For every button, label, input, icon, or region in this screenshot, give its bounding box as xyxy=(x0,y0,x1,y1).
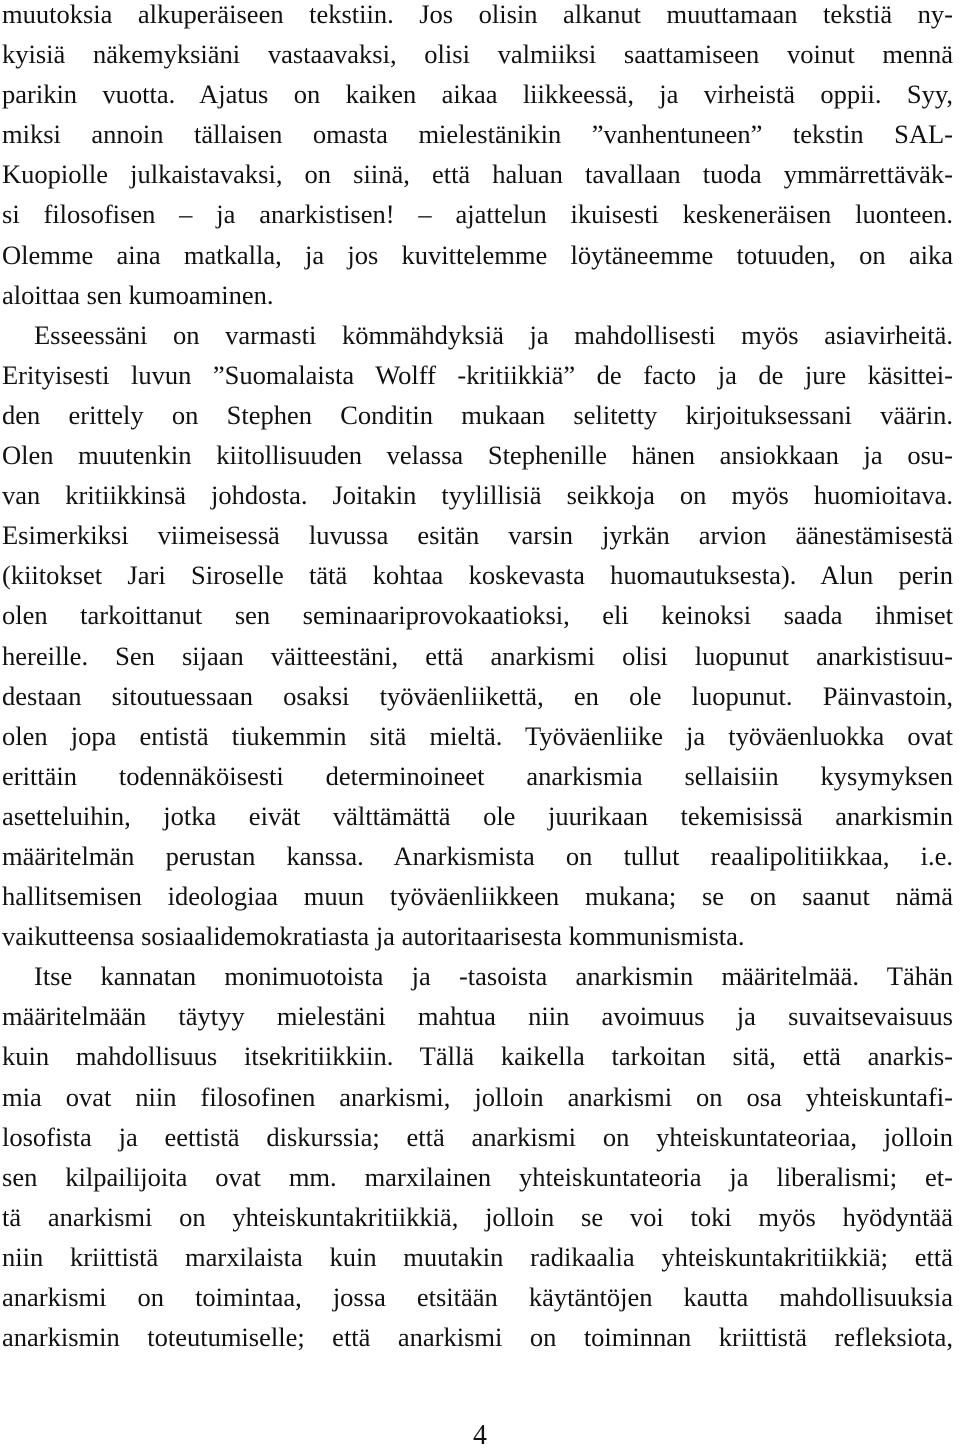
paragraph-2 xyxy=(2,315,953,957)
text-line: olen jopa entistä tiukemmin sitä mieltä. Työväenliike ja työväenluokka ovat xyxy=(2,720,953,751)
paragraph-3 xyxy=(2,956,953,1357)
text-line: erittäin todennäköisesti determinoineet anarkismia sellaisiin kysymyksen xyxy=(2,760,953,791)
text-line: Kuopiolle julkaistavaksi, on siinä, että haluan tavallaan tuoda ymmärrettäväk- xyxy=(2,159,953,190)
text-line: anarkismin toteutumiselle; että anarkismi on toiminnan kriittistä refleksiota, xyxy=(2,1322,953,1353)
text-line: Erityisesti luvun ”Suomalaista Wolff -kritiikkiä” de facto ja de jure käsittei- xyxy=(2,359,953,390)
text-line: määritelmään täytyy mielestäni mahtua niin avoimuus ja suvaitsevaisuus xyxy=(2,1001,953,1032)
text-line: hereille. Sen sijaan väitteestäni, että anarkismi olisi luopunut anarkistisuu- xyxy=(2,640,953,671)
text-line: muutoksia alkuperäiseen tekstiin. Jos olisin alkanut muuttamaan tekstiä ny- xyxy=(2,0,953,29)
text-line: mia ovat niin filosofinen anarkismi, jolloin anarkismi on osa yhteiskuntafi- xyxy=(2,1081,953,1112)
text-line: si filosofisen – ja anarkistisen! – ajattelun ikuisesti keskeneräisen luonteen. xyxy=(2,199,953,230)
text-line: losofista ja eettistä diskurssia; että anarkismi on yhteiskuntateoriaa, jolloin xyxy=(2,1121,953,1152)
paragraph-1 xyxy=(2,0,953,315)
text-line: Esimerkiksi viimeisessä luvussa esitän varsin jyrkän arvion äänestämisestä xyxy=(2,520,953,551)
text-line: vaikutteensa sosiaalidemokratiasta ja autoritaarisesta kommunismista. xyxy=(2,921,745,952)
text-line: olen tarkoittanut sen seminaariprovokaatioksi, eli keinoksi saada ihmiset xyxy=(2,600,953,631)
text-line: (kiitokset Jari Siroselle tätä kohtaa koskevasta huomautuksesta). Alun perin xyxy=(2,560,953,591)
text-line: destaan sitoutuessaan osaksi työväenliikettä, en ole luopunut. Päinvastoin, xyxy=(2,680,953,711)
text-line: anarkismi on toimintaa, jossa etsitään käytäntöjen kautta mahdollisuuksia xyxy=(2,1282,953,1312)
body-text xyxy=(2,0,953,1357)
text-line: parikin vuotta. Ajatus on kaiken aikaa liikkeessä, ja virheistä oppii. Syy, xyxy=(2,79,953,110)
text-line: van kritiikkinsä johdosta. Joitakin tyylillisiä seikkoja on myös huomioitava. xyxy=(2,480,953,511)
text-line: aloittaa sen kumoaminen. xyxy=(2,279,274,310)
text-line: Olemme aina matkalla, ja jos kuvittelemme löytäneemme totuuden, on aika xyxy=(2,239,953,270)
text-line: den erittely on Stephen Conditin mukaan selitetty kirjoituksessani väärin. xyxy=(2,399,953,430)
text-line: kuin mahdollisuus itsekritiikkiin. Tällä kaikella tarkoitan sitä, että anarkis- xyxy=(2,1041,953,1072)
text-line: Esseessäni on varmasti kömmähdyksiä ja mahdollisesti myös asiavirheitä. xyxy=(34,319,953,350)
text-line: niin kriittistä marxilaista kuin muutakin radikaalia yhteiskuntakritiikkiä; että xyxy=(2,1241,953,1272)
text-line: asetteluihin, jotka eivät välttämättä ole juurikaan tekemisissä anarkismin xyxy=(2,800,953,831)
text-line: kyisiä näkemyksiäni vastaavaksi, olisi valmiiksi saattamiseen voinut mennä xyxy=(2,39,953,70)
text-line: Olen muutenkin kiitollisuuden velassa Stephenille hänen ansiokkaan ja osu- xyxy=(2,440,953,471)
text-line: miksi annoin tällaisen omasta mielestänikin ”vanhentuneen” tekstin SAL- xyxy=(2,119,953,150)
text-line: tä anarkismi on yhteiskuntakritiikkiä, jolloin se voi toki myös hyödyntää xyxy=(2,1201,953,1232)
text-line: hallitsemisen ideologiaa muun työväenliikkeen mukana; se on saanut nämä xyxy=(2,881,953,912)
text-line: Itse kannatan monimuotoista ja -tasoista anarkismin määritelmää. Tähän xyxy=(34,961,953,992)
page-number: 4 xyxy=(473,1420,487,1451)
text-line: sen kilpailijoita ovat mm. marxilainen yhteiskuntateoria ja liberalismi; et- xyxy=(2,1161,953,1192)
text-line: määritelmän perustan kanssa. Anarkismista on tullut reaalipolitiikkaa, i.e. xyxy=(2,840,953,871)
